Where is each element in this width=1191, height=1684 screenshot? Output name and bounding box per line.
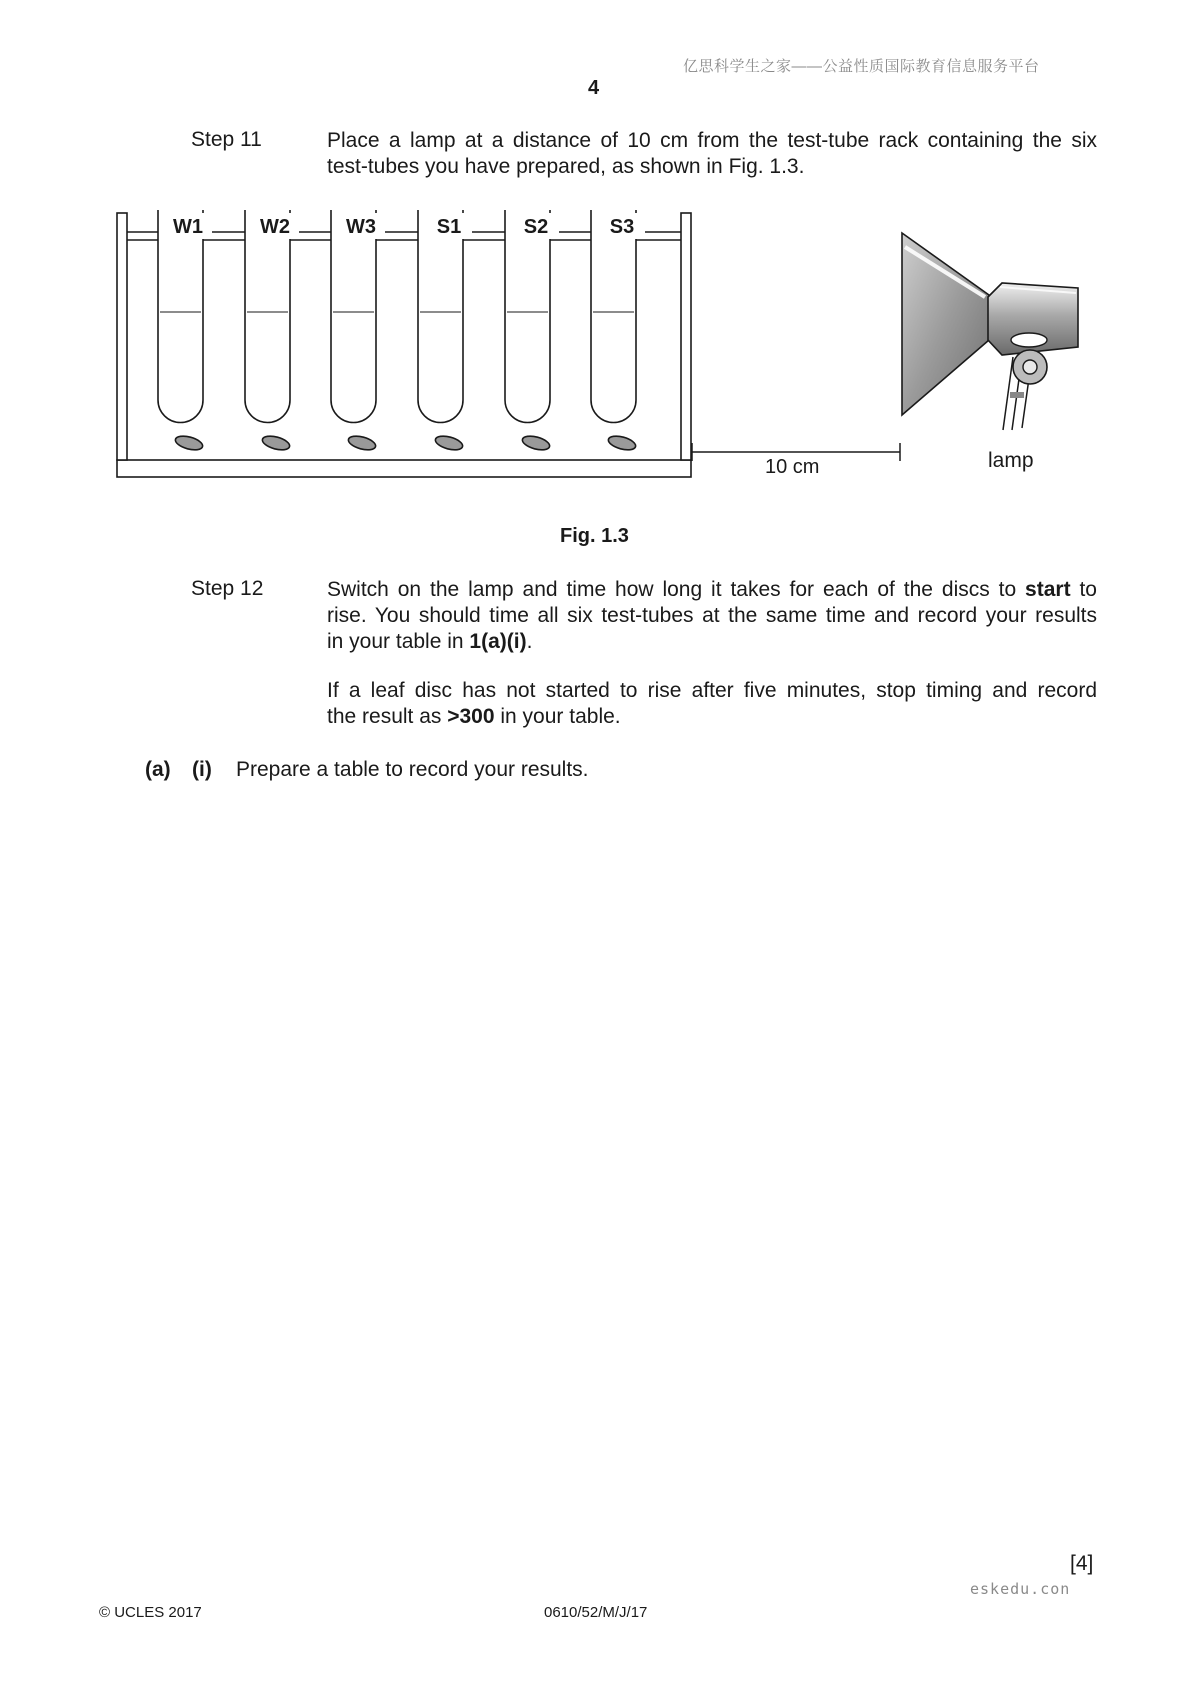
step-12-para-2-end: in your table.	[494, 705, 621, 728]
step-12-line-1-end: to	[1070, 578, 1097, 601]
test-tube	[418, 210, 464, 452]
test-tube	[505, 210, 551, 452]
step-12-reference: 1(a)(i)	[469, 630, 527, 653]
step-12-threshold: >300	[447, 705, 495, 728]
lamp-icon	[902, 233, 1078, 430]
step-12-line-2: rise. You should time all six test-tubes at the same time and record your results	[327, 604, 1097, 627]
step-11-line-1: Place a lamp at a distance of 10 cm from the test-tube rack containing the six	[327, 129, 1097, 152]
test-tube	[591, 210, 637, 452]
figure-caption: Fig. 1.3	[560, 525, 629, 547]
distance-label: 10 cm	[765, 456, 820, 478]
step-11-line-2: test-tubes you have prepared, as shown in Fig. 1.3.	[327, 155, 805, 178]
step-12-emphasis-start: start	[1025, 578, 1071, 601]
step-12-para-2-line-2	[327, 704, 1097, 730]
step-12-line-3	[327, 629, 1097, 655]
step-12-line-3-text: in your table in	[327, 630, 470, 653]
step-12-line-3-end: .	[526, 630, 533, 653]
test-tube	[158, 210, 204, 452]
footer-copyright: © UCLES 2017	[99, 1604, 202, 1621]
figure-1-3	[0, 195, 1191, 495]
step-12-para-2-line-1: If a leaf disc has not started to rise after five minutes, stop timing and record	[327, 679, 1097, 702]
step-11-text	[327, 128, 1097, 180]
tube-label-w1: W1	[173, 216, 203, 238]
question-part-label: (a)	[145, 758, 171, 781]
tube-label-s3: S3	[609, 216, 635, 238]
tube-label-w3: W3	[346, 216, 376, 238]
step-12-line-1	[327, 577, 1097, 603]
tube-label-s2: S2	[523, 216, 549, 238]
step-11-label: Step 11	[191, 128, 262, 151]
step-12-label: Step 12	[191, 577, 264, 600]
step-12-line-1-text: Switch on the lamp and time how long it takes for each of the discs to	[327, 578, 1026, 601]
step-12-para-2-text: the result as	[327, 705, 448, 728]
footer-watermark: eskedu.con	[970, 1580, 1071, 1598]
page-number: 4	[588, 77, 600, 99]
tube-label-s1: S1	[436, 216, 462, 238]
question-subpart-label: (i)	[192, 758, 212, 781]
lamp-label: lamp	[988, 449, 1034, 472]
test-tube	[245, 210, 291, 452]
question-text: Prepare a table to record your results.	[236, 758, 589, 781]
footer-paper-code: 0610/52/M/J/17	[544, 1604, 648, 1621]
step-12-paragraph-2	[327, 678, 1097, 730]
header-watermark: 亿思科学生之家——公益性质国际教育信息服务平台	[683, 58, 1040, 75]
tube-label-w2: W2	[260, 216, 290, 238]
marks-allocation: [4]	[1070, 1552, 1094, 1575]
step-12-text	[327, 577, 1097, 655]
test-tube	[331, 210, 377, 452]
